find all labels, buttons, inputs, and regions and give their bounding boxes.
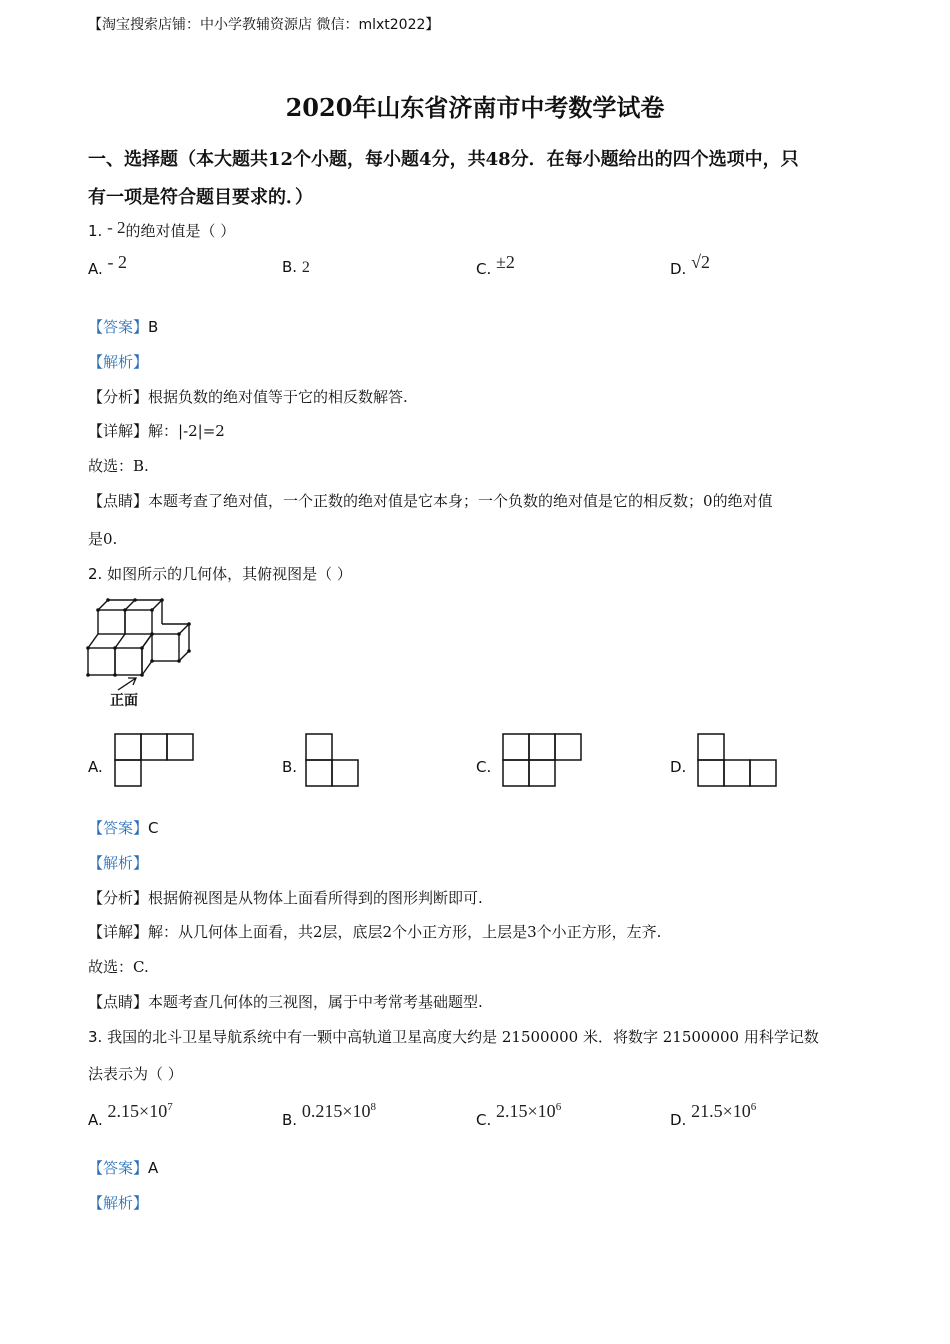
q1-choose: 故选：B. bbox=[88, 457, 149, 475]
q1-expression: - 2 bbox=[107, 218, 126, 237]
q3-analysis-tag: 【解析】 bbox=[88, 1194, 149, 1212]
q3-option-d[interactable]: D. $21.5\times 10^6$ bbox=[670, 1101, 757, 1129]
q3-answer: 【答案】A bbox=[88, 1159, 159, 1177]
q2-option-b-figure[interactable] bbox=[303, 731, 363, 789]
q3-option-b[interactable]: B. $0.215\times 10^8$ bbox=[282, 1101, 376, 1129]
q2-answer: 【答案】C bbox=[88, 819, 159, 837]
q2-option-b-label[interactable]: B. bbox=[282, 758, 298, 776]
q2-xiangjie: 【详解】解：从几何体上面看，共2层，底层2个小正方形，上层是3个小正方形，左齐. bbox=[88, 923, 662, 941]
q2-option-a-label[interactable]: A. bbox=[88, 758, 103, 776]
question-2: 2. 如图所示的几何体，其俯视图是（ ） bbox=[88, 565, 352, 583]
q1-fenxi: 【分析】根据负数的绝对值等于它的相反数解答. bbox=[88, 388, 408, 406]
section-heading-line1: 一、选择题（本大题共12个小题，每小题4分，共48分．在每小题给出的四个选项中，只 bbox=[88, 149, 799, 170]
q1-option-a[interactable]: A. - 2 bbox=[88, 252, 128, 278]
q2-option-c-figure[interactable] bbox=[500, 731, 584, 789]
question-3-cont: 法表示为（ ） bbox=[88, 1065, 183, 1083]
page-title: 2020年山东省济南市中考数学试卷 bbox=[285, 93, 665, 122]
header-note: 【淘宝搜索店铺：中小学教辅资源店 微信：mlxt2022】 bbox=[88, 17, 440, 33]
q1-analysis-tag: 【解析】 bbox=[88, 353, 149, 371]
q2-option-c-label[interactable]: C. bbox=[476, 758, 492, 776]
q1-xiangjie: 【详解】解：|-2|=2 bbox=[88, 422, 225, 440]
q2-choose: 故选：C. bbox=[88, 958, 149, 976]
q2-analysis-tag: 【解析】 bbox=[88, 854, 149, 872]
q2-front-label: 正面 bbox=[110, 693, 138, 709]
q1-answer: 【答案】B bbox=[88, 318, 159, 336]
section-heading-line2: 有一项是符合题目要求的．） bbox=[88, 187, 313, 208]
q3-option-a[interactable]: A. $2.15\times 10^7$ bbox=[88, 1101, 173, 1129]
q2-option-a-figure[interactable] bbox=[112, 731, 196, 789]
q1-option-d[interactable]: D. √2 bbox=[670, 252, 710, 278]
q1-dianjing: 【点睛】本题考查了绝对值，一个正数的绝对值是它本身；一个负数的绝对值是它的相反数；0的绝对值 bbox=[88, 492, 773, 510]
q2-dianjing: 【点睛】本题考查几何体的三视图，属于中考常考基础题型. bbox=[88, 993, 483, 1011]
q2-option-d-label[interactable]: D. bbox=[670, 758, 687, 776]
q1-dianjing-cont: 是0. bbox=[88, 530, 118, 548]
question-3: 3. 我国的北斗卫星导航系统中有一颗中高轨道卫星高度大约是 21500000 米．将数字 21500000 用科学记数 bbox=[88, 1028, 819, 1046]
q2-option-d-figure[interactable] bbox=[695, 731, 781, 789]
q1-option-c[interactable]: C. ±2 bbox=[476, 252, 515, 278]
question-1: 1. - 2的绝对值是（ ） bbox=[88, 218, 236, 240]
q1-option-b[interactable]: B. 2 bbox=[282, 258, 310, 276]
q2-fenxi: 【分析】根据俯视图是从物体上面看所得到的图形判断即可. bbox=[88, 889, 483, 907]
q1-text: 的绝对值是（ ） bbox=[125, 222, 236, 240]
q3-option-c[interactable]: C. $2.15\times 10^6$ bbox=[476, 1101, 562, 1129]
q2-solid-figure bbox=[84, 598, 196, 710]
